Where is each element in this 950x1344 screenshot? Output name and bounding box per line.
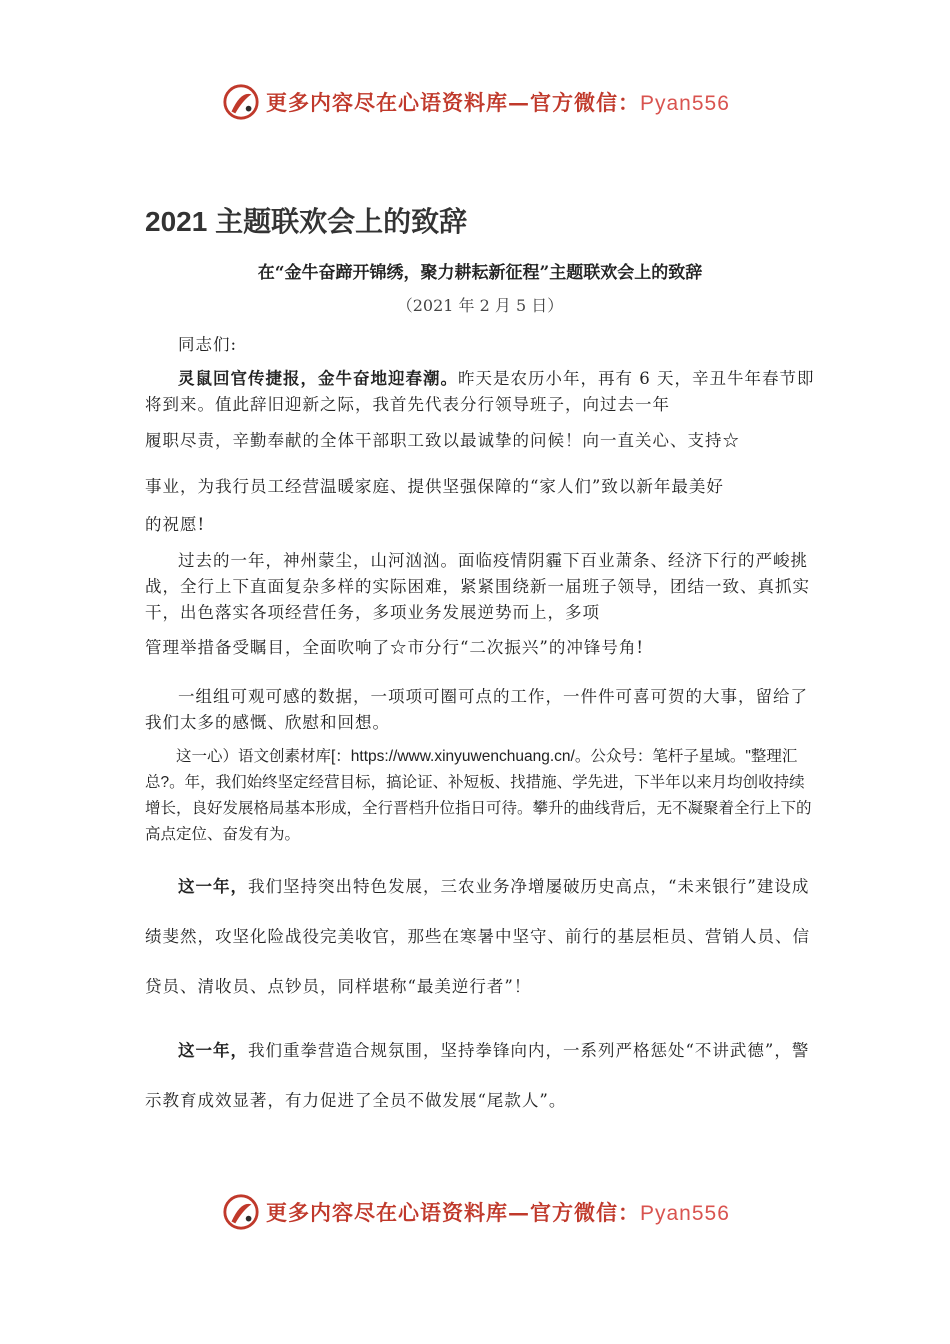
paragraph-1-text: 昨天是农历小年，再有 6 天，辛丑牛年春节即将到来。值此辞旧迎新之际，我首先代表分行领导班子，向过去一年: [145, 369, 815, 414]
paragraph-2: 过去的一年，神州蒙尘，山河汹汹。面临疫情阴霾下百业萧条、经济下行的严峻挑战，全行上下直面复杂多样的实际困难，紧紧围绕新一届班子领导，团结一致、真抓实干，出色落实各项经营任务，多项业务发展逆势而上，多项: [145, 551, 810, 622]
document-date: （2021 年 2 月 5 日）: [396, 296, 564, 315]
paragraph-5-lead: 这一年，: [178, 877, 248, 896]
paragraph-3: 一组组可观可感的数据，一项项可圈可点的工作，一件件可喜可贺的大事，留给了我们太多的感慨、欣慰和回想。: [145, 687, 808, 732]
paragraph-6-lead: 这一年，: [178, 1041, 248, 1060]
banner-text: [266, 87, 730, 117]
paragraph-1-line-4: 的祝愿!: [145, 515, 206, 534]
logo-icon: [222, 83, 260, 121]
banner-wechat-label: 官方微信：: [530, 90, 640, 115]
paragraph-1: [145, 366, 815, 418]
page-title: 2021 主题联欢会上的致辞: [145, 206, 468, 237]
paragraph-1-lead: 灵鼠回官传捷报，金牛奋地迎春潮。: [178, 369, 458, 388]
banner-main-text: 更多内容尽在心语资料库: [266, 1200, 508, 1225]
banner-wechat-label: 官方微信：: [530, 1200, 640, 1225]
paragraph-6-text: 我们重拳营造合规氛围，坚持拳锋向内，一系列严格惩处“不讲武德”，警示教育成效显著，有力促进了全员不做发展“尾款人”。: [145, 1041, 810, 1110]
paragraph-5-text: 我们坚持突出特色发展，三农业务净增屡破历史高点，“未来银行”建设成绩斐然，攻坚化险战役完美收官，那些在寒暑中坚守、前行的基层柜员、营销人员、信贷员、清收员、点钞员，同样堪称“最美逆行者”！: [145, 877, 810, 996]
greeting: 同志们:: [178, 335, 238, 354]
paragraph-6: [145, 1026, 815, 1126]
banner-wechat-id: Pyan556: [640, 1202, 730, 1225]
banner-wechat-id: Pyan556: [640, 92, 730, 115]
header-banner: [222, 80, 742, 124]
banner-text: [266, 1197, 730, 1227]
paragraph-1-line-2: 履职尽责，辛勤奉献的全体干部职工致以最诚挚的问候！向一直关心、支持☆: [145, 431, 740, 450]
paragraph-5: [145, 862, 815, 1012]
logo-icon: [222, 1193, 260, 1231]
paragraph-1-line-3: 事业，为我行员工经营温暖家庭、提供坚强保障的“家人们”致以新年最美好: [145, 477, 724, 496]
paragraph-2-last: 管理举措备受瞩目，全面吹响了☆市分行“二次振兴”的冲锋号角!: [145, 638, 645, 657]
document-body: [145, 200, 815, 1126]
banner-main-text: 更多内容尽在心语资料库: [266, 90, 508, 115]
footer-banner: [222, 1190, 742, 1234]
banner-separator: —: [508, 1200, 530, 1225]
banner-separator: —: [508, 90, 530, 115]
document-subtitle: 在“金牛奋蹄开锦绣，聚力耕耘新征程”主题联欢会上的致辞: [257, 263, 703, 283]
paragraph-4: 这一心）语文创素材库[：https://www.xinyuwenchuang.cn/。公众号：笔杆子星域。"整理汇总?。年，我们始终坚定经营目标，搞论证、补短板、找措施、学先进，下半年以来月均创收持续增长，良好发展格局基本形成，全行晋档升位指日可待。攀升的曲线背后，无不凝聚着全行上下的高点定位、奋发有为。: [145, 748, 812, 843]
